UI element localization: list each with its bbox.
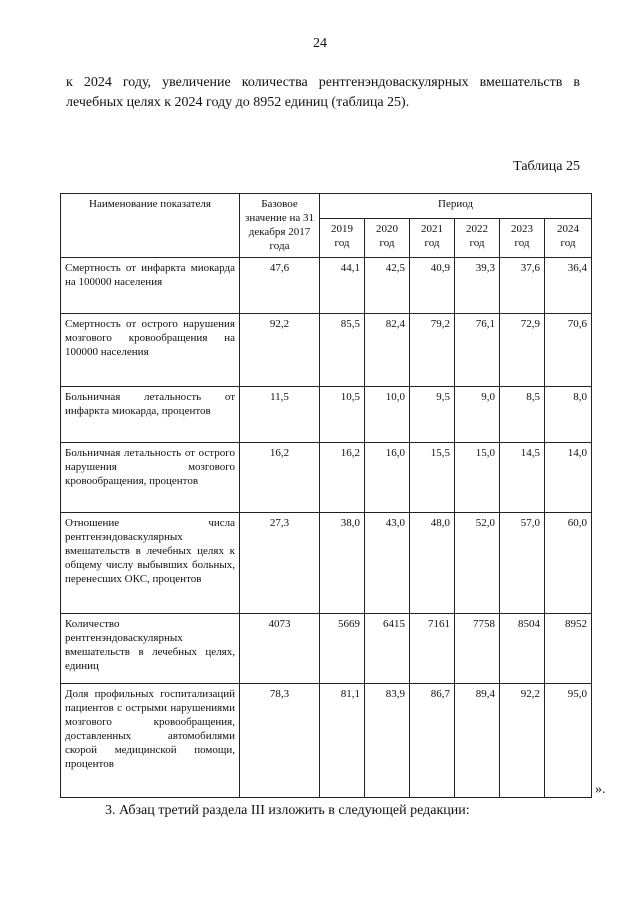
year-value: 15,5 (410, 443, 455, 513)
table-row (61, 387, 592, 443)
year-value: 76,1 (455, 314, 500, 387)
next-paragraph: 3. Абзац третий раздела III изложить в следующей редакции: (105, 803, 470, 818)
base-value: 11,5 (240, 387, 320, 443)
year-value: 86,7 (410, 684, 455, 798)
indicators-table (60, 193, 592, 798)
year-value: 81,1 (320, 684, 365, 798)
closing-quote: ». (595, 782, 606, 797)
year-value: 38,0 (320, 513, 365, 614)
year-value: 8504 (500, 614, 545, 684)
year-value: 79,2 (410, 314, 455, 387)
year-value: 57,0 (500, 513, 545, 614)
year-value: 85,5 (320, 314, 365, 387)
year-value: 95,0 (545, 684, 592, 798)
year-value: 70,6 (545, 314, 592, 387)
year-value: 7161 (410, 614, 455, 684)
year-value: 14,0 (545, 443, 592, 513)
base-value: 4073 (240, 614, 320, 684)
header-indicator-name: Наименование показателя (61, 194, 240, 258)
year-value: 5669 (320, 614, 365, 684)
indicator-name: Количество рентгенэндоваскулярных вмешательств в лечебных целях, единиц (61, 614, 240, 684)
base-value: 47,6 (240, 258, 320, 314)
indicator-name: Больничная летальность от острого нарушения мозгового кровообращения, процентов (61, 443, 240, 513)
header-year: 2019 год (320, 219, 365, 258)
header-year: 2023 год (500, 219, 545, 258)
year-value: 82,4 (365, 314, 410, 387)
year-value: 42,5 (365, 258, 410, 314)
year-value: 40,9 (410, 258, 455, 314)
indicator-name: Отношение числа рентгенэндоваскулярных вмешательств в лечебных целях к общему числу выбывших больных, перенесших ОКС, процентов (61, 513, 240, 614)
intro-paragraph: к 2024 году, увеличение количества рентгенэндоваскулярных вмешательств в лечебных целях к 2024 году до 8952 единиц (таблица 25). (66, 75, 580, 110)
year-value: 14,5 (500, 443, 545, 513)
indicator-name: Доля профильных госпитализаций пациентов с острыми нарушениями мозгового кровообращения, доставленных автомобилями скорой медицинской помощи, процентов (61, 684, 240, 798)
table-row (61, 443, 592, 513)
year-value: 15,0 (455, 443, 500, 513)
indicator-name: Смертность от острого нарушения мозгового кровообращения на 100000 населения (61, 314, 240, 387)
year-value: 83,9 (365, 684, 410, 798)
year-value: 36,4 (545, 258, 592, 314)
year-value: 6415 (365, 614, 410, 684)
base-value: 16,2 (240, 443, 320, 513)
table-row (61, 258, 592, 314)
header-year: 2022 год (455, 219, 500, 258)
year-value: 43,0 (365, 513, 410, 614)
year-value: 8,5 (500, 387, 545, 443)
indicator-name: Смертность от инфаркта миокарда на 100000 населения (61, 258, 240, 314)
year-value: 60,0 (545, 513, 592, 614)
table-row (61, 684, 592, 798)
year-value: 9,0 (455, 387, 500, 443)
page-number: 24 (313, 36, 327, 51)
base-value: 92,2 (240, 314, 320, 387)
indicator-name: Больничная летальность от инфаркта миокарда, процентов (61, 387, 240, 443)
year-value: 39,3 (455, 258, 500, 314)
table-row (61, 513, 592, 614)
year-value: 16,2 (320, 443, 365, 513)
base-value: 27,3 (240, 513, 320, 614)
year-value: 48,0 (410, 513, 455, 614)
header-base-value: Базовое значение на 31 декабря 2017 года (240, 194, 320, 258)
year-value: 72,9 (500, 314, 545, 387)
header-period: Период (320, 194, 592, 219)
header-year: 2024 год (545, 219, 592, 258)
table-row (61, 314, 592, 387)
year-value: 10,0 (365, 387, 410, 443)
table-row (61, 614, 592, 684)
year-value: 16,0 (365, 443, 410, 513)
year-value: 9,5 (410, 387, 455, 443)
year-value: 10,5 (320, 387, 365, 443)
header-year: 2021 год (410, 219, 455, 258)
year-value: 89,4 (455, 684, 500, 798)
header-year: 2020 год (365, 219, 410, 258)
year-value: 8952 (545, 614, 592, 684)
year-value: 52,0 (455, 513, 500, 614)
base-value: 78,3 (240, 684, 320, 798)
year-value: 37,6 (500, 258, 545, 314)
year-value: 92,2 (500, 684, 545, 798)
table-caption: Таблица 25 (513, 159, 580, 174)
year-value: 44,1 (320, 258, 365, 314)
year-value: 7758 (455, 614, 500, 684)
year-value: 8,0 (545, 387, 592, 443)
